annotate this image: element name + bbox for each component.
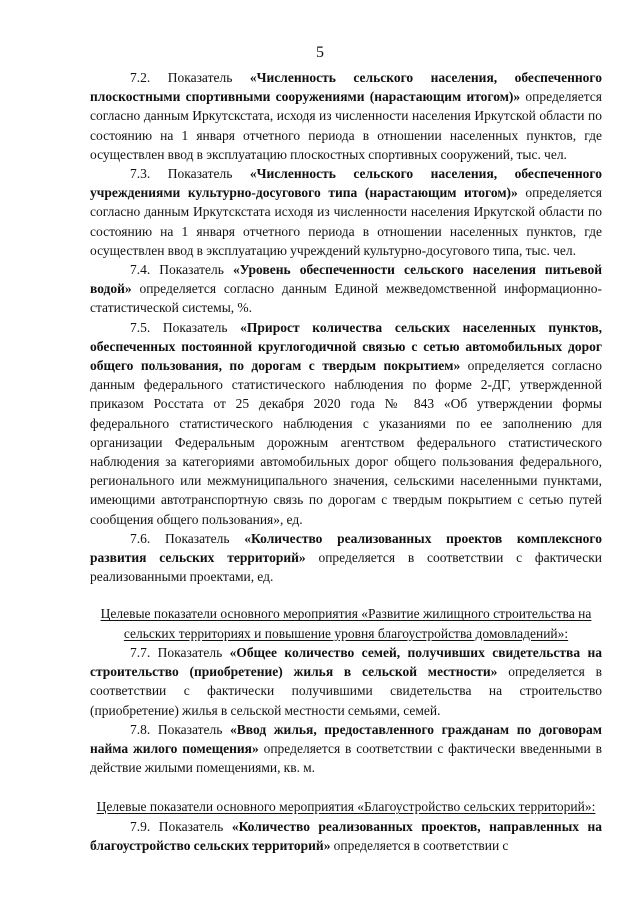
page-number: 5 (316, 44, 324, 61)
paragraph-prefix: 7.6. Показатель (130, 530, 245, 546)
paragraph-text: определяется в соответствии с (330, 837, 509, 853)
paragraph-prefix: 7.3. Показатель (130, 166, 250, 182)
paragraph-7-4 (90, 260, 602, 318)
indicator-name: «Количество реализованных проектов, направленных на благоустройство сельских территорий» (90, 818, 602, 853)
indicator-name: «Количество реализованных проектов комплексного развития сельских территорий» (90, 530, 602, 566)
paragraph-prefix: 7.5. Показатель (130, 319, 241, 335)
paragraph-text: определяется согласно данным Иркутскстата исходя из численности населения Иркутской области по состоянию на 1 января отчетного периода в отношении населенных пунктов, где осуществлен ввод в эксплуатацию учреждений культурно-досугового типа, тыс. чел. (90, 185, 602, 258)
paragraph-text: определяется в соответствии с фактически введенными в действие жилыми помещениями, кв. м. (90, 740, 602, 776)
paragraph-text: определяется в соответствии с фактически реализованными проектами, ед. (90, 550, 602, 585)
indicator-name: «Прирост количества сельских населенных пунктов, обеспеченных постоянной круглогодичной связью с сетью автомобильных дорог общего пользования, по дорогам с твердым покрытием» (90, 319, 602, 374)
paragraph-text: определяется согласно данным федерального статистического наблюдения по форме 2-ДГ, утвержденной приказом Росстата от 25 декабря 2020 года № 843 «Об утверждении формы федерального статистического наблюдения с указаниями по ее заполнению для организации Федеральным дорожным агентством федерального статистического наблюдения за категориями автомобильных дорог общего пользования федерального, регионального или межмуниципального значения, сельскими населенными пунктами, имеющими автотранспортную связь по дорогам с твердым покрытием с сетью путей сообщения общего пользования», ед. (90, 358, 602, 527)
paragraph-7-9 (90, 817, 602, 855)
section-heading-housing: Целевые показатели основного мероприятия «Развитие жилищного строительства на сельских территориях и повышение уровня благоустройства домовладений»: (100, 606, 592, 641)
document-body (90, 68, 602, 855)
paragraph-prefix: 7.8. Показатель (130, 721, 231, 737)
paragraph-text: определяется согласно данным Единой межведомственной информационно-статистической системы, %. (90, 281, 602, 316)
paragraph-7-3 (90, 164, 602, 260)
indicator-name: «Численность сельского населения, обеспеченного плоскостными спортивными сооружениями (нарастающим итогом)» (90, 70, 602, 105)
paragraph-7-2 (90, 68, 602, 164)
paragraph-7-7 (90, 643, 602, 720)
paragraph-prefix: 7.7. Показатель (130, 644, 230, 660)
paragraph-prefix: 7.4. Показатель (130, 262, 233, 278)
indicator-name: «Ввод жилья, предоставленного гражданам по договорам найма жилого помещения» (90, 721, 602, 756)
paragraph-7-6 (90, 529, 602, 587)
indicator-name: «Численность сельского населения, обеспеченного учреждениями культурно-досугового типа (нарастающим итогом)» (90, 166, 602, 201)
paragraph-text: определяется согласно данным Иркутскстата, исходя из численности населения Иркутской области по состоянию на 1 января отчетного периода в отношении населенных пунктов, где осуществлен ввод в эксплуатацию плоскостных спортивных сооружений, тыс. чел. (90, 89, 603, 162)
paragraph-7-5 (90, 318, 602, 529)
paragraph-text: определяется в соответствии с фактически получившими свидетельства на строительство (приобретение) жилья в сельской местности семьями, семей. (90, 664, 602, 718)
paragraph-7-8 (90, 720, 602, 778)
paragraph-prefix: 7.9. Показатель (130, 818, 232, 834)
indicator-name: «Уровень обеспеченности сельского населения питьевой водой» (90, 262, 602, 297)
indicator-name: «Общее количество семей, получивших свидетельства на строительство (приобретение) жилья в сельской местности» (90, 644, 602, 680)
section-heading-improvement: Целевые показатели основного мероприятия «Благоустройство сельских территорий»: (96, 799, 596, 815)
paragraph-prefix: 7.2. Показатель (130, 70, 250, 85)
